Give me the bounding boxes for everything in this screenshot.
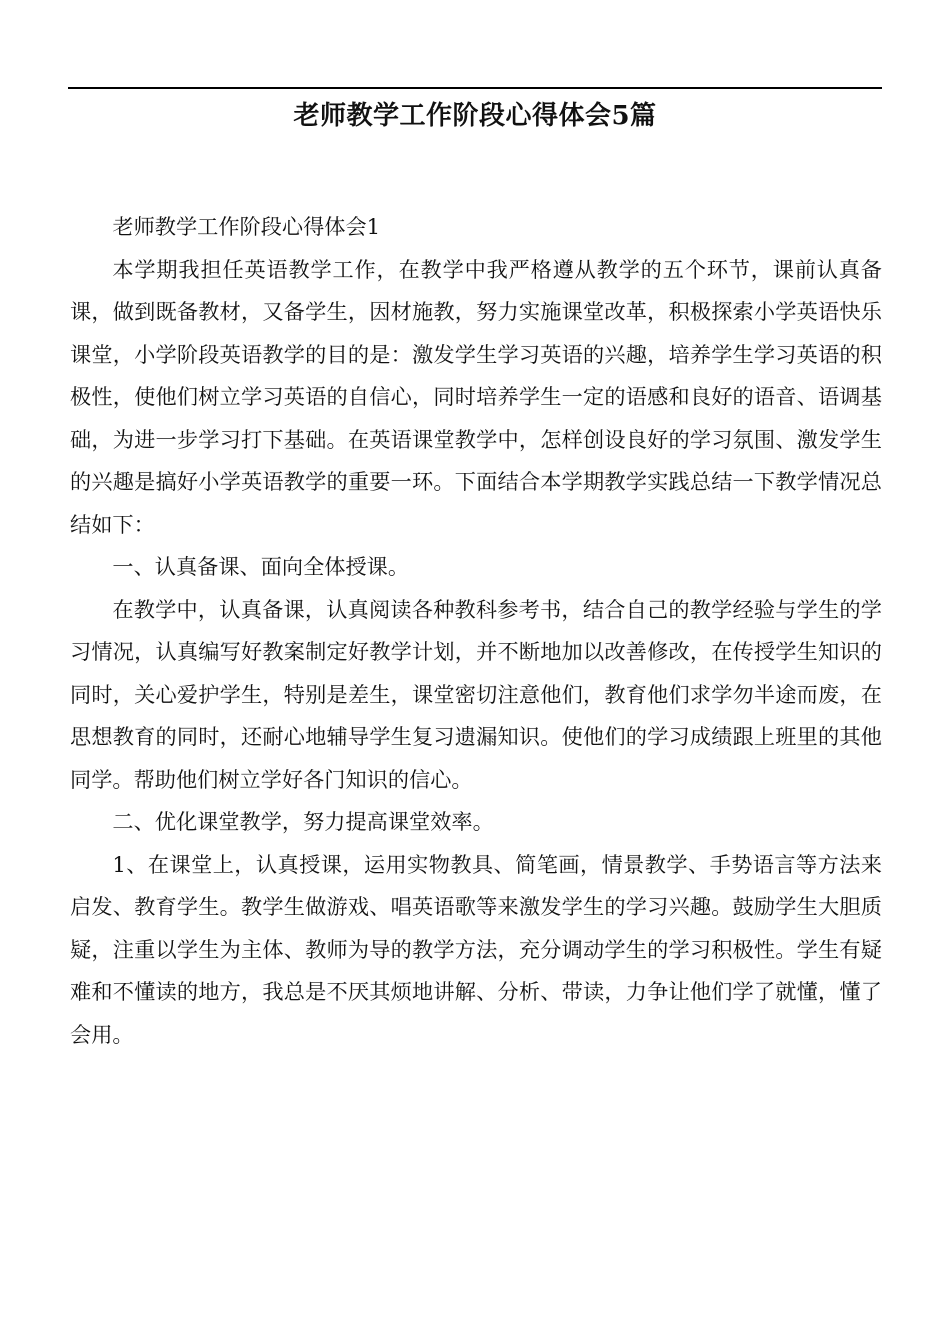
section-heading-1: 老师教学工作阶段心得体会1 [112,214,381,239]
body-paragraph: 本学期我担任英语教学工作，在教学中我严格遵从教学的五个环节，课前认真备课，做到既备教材，又备学生，因材施教，努力实施课堂改革，积极探索小学英语快乐课堂，小学阶段英语教学的目的是：激发学生学习英语的兴趣，培养学生学习英语的积极性，使他们树立学习英语的自信心，同时培养学生一定的语感和良好的语音、语调基础，为进一步学习打下基础。在英语课堂教学中，怎样创设良好的学习氛围、激发学生的兴趣是搞好小学英语教学的重要一环。下面结合本学期教学实践总结一下教学情况总结如下： [70,256,882,537]
document-title: 老师教学工作阶段心得体会5篇 [293,101,657,131]
header-rule [68,87,882,89]
subheading-classroom-optimization: 二、优化课堂教学，努力提高课堂效率。 [112,809,494,834]
body-paragraph: 在教学中，认真备课，认真阅读各种教科参考书，结合自己的教学经验与学生的学习情况，认真编写好教案制定好教学计划，并不断地加以改善修改，在传授学生知识的同时，关心爱护学生，特别是差生，课堂密切注意他们，教育他们求学勿半途而废，在思想教育的同时，还耐心地辅导学生复习遗漏知识。使他们的学习成绩跟上班里的其他同学。帮助他们树立学好各门知识的信心。 [70,596,882,792]
document-body [70,206,882,1056]
subheading-lesson-prep: 一、认真备课、面向全体授课。 [112,554,410,579]
body-paragraph: 1、在课堂上，认真授课，运用实物教具、简笔画，情景教学、手势语言等方法来启发、教育学生。教学生做游戏、唱英语歌等来激发学生的学习兴趣。鼓励学生大胆质疑，注重以学生为主体、教师为导的教学方法，充分调动学生的学习积极性。学生有疑难和不懂读的地方，我总是不厌其烦地讲解、分析、带读，力争让他们学了就懂，懂了会用。 [70,851,882,1047]
